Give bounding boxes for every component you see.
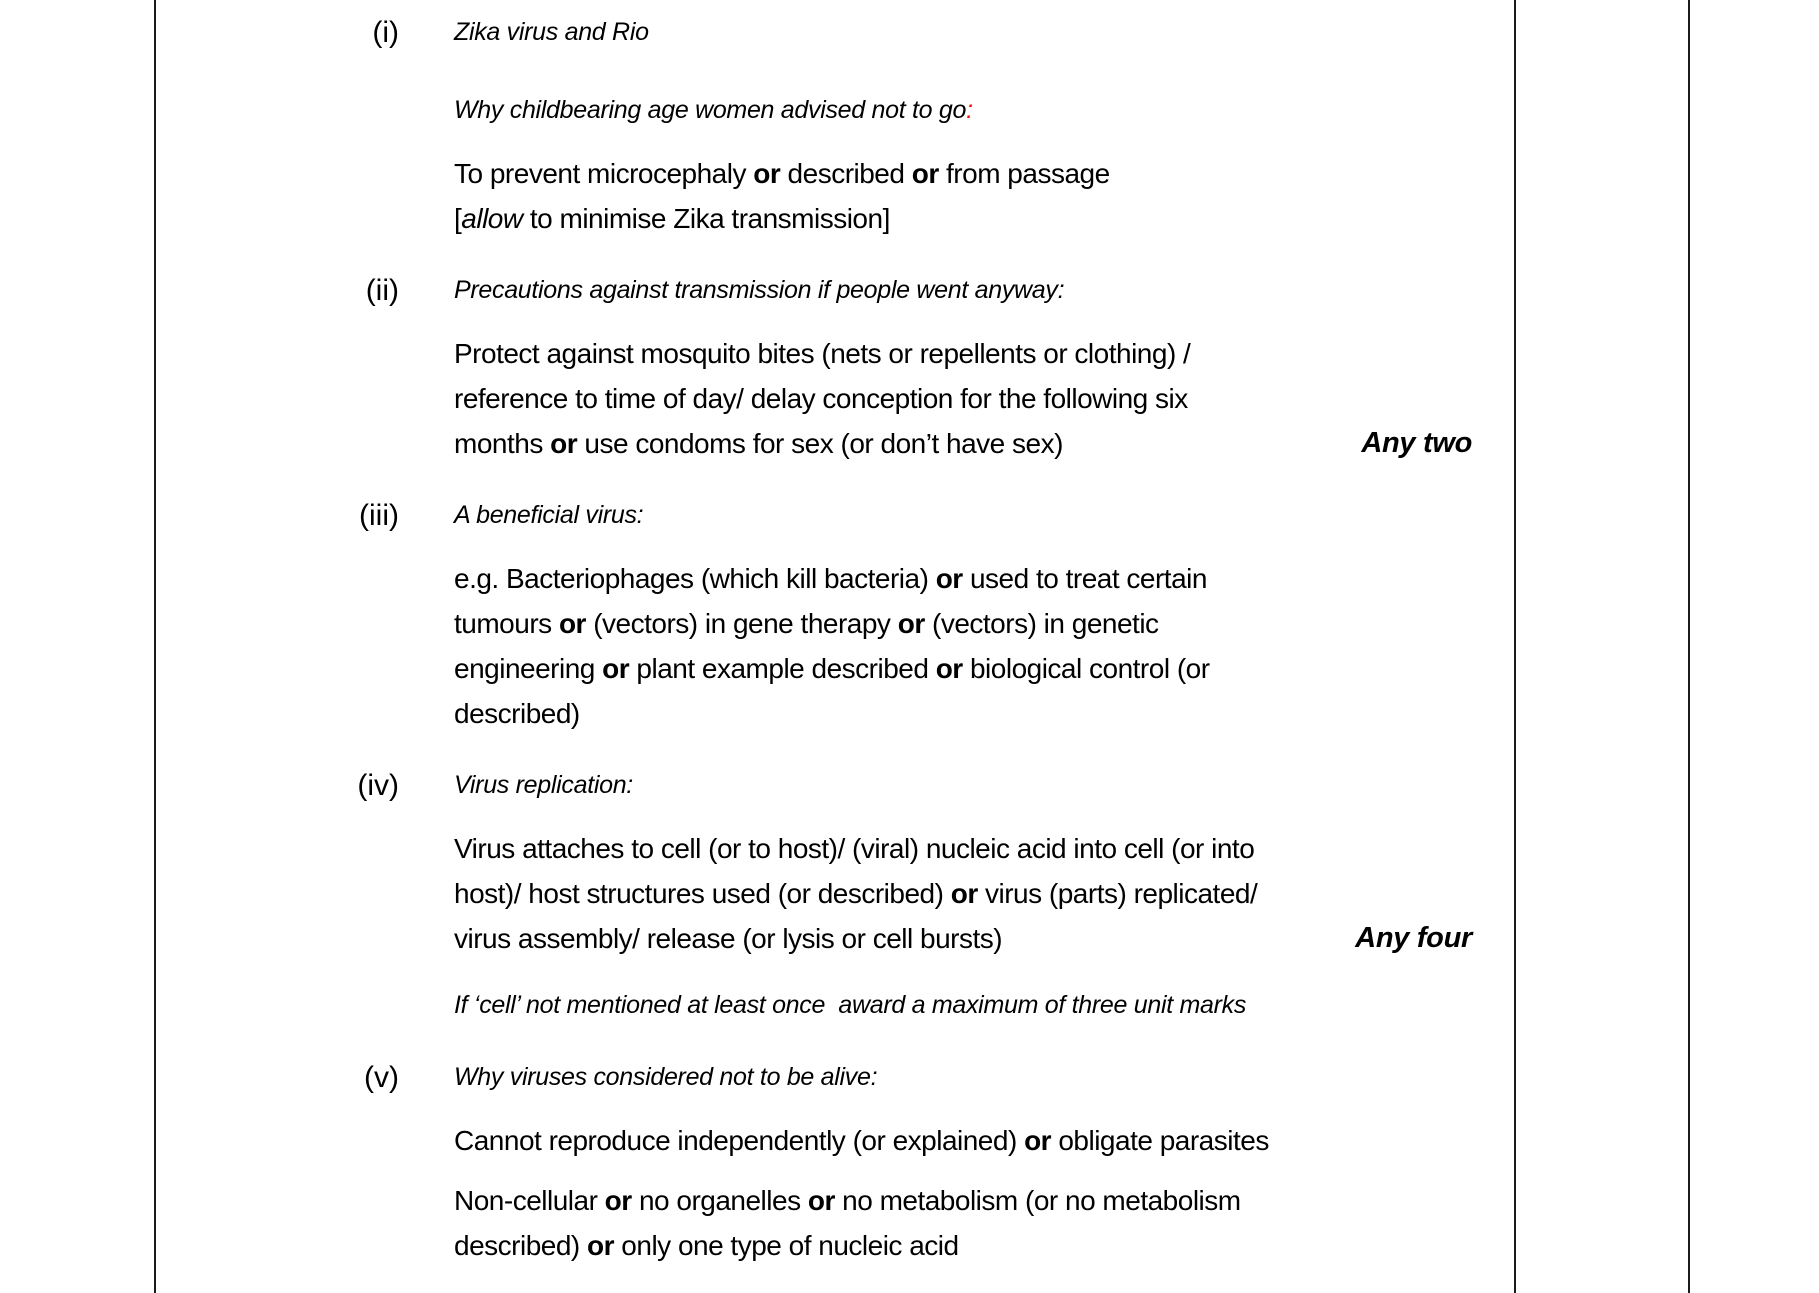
- text-run: Protect against mosquito bites (nets or repellents or clothing) /: [454, 338, 1191, 369]
- section-blocks: [454, 493, 1484, 736]
- text-run: Cannot reproduce independently (or explained): [454, 1125, 1025, 1156]
- question-part-numeral: (ii): [365, 274, 399, 307]
- text-line: [454, 421, 1484, 466]
- section-blocks: [454, 10, 1484, 241]
- text-line: [454, 646, 1484, 691]
- section-heading: [454, 268, 1484, 313]
- answer-section-iv: [154, 763, 1514, 1028]
- answer-section-iii: [154, 493, 1514, 736]
- section-heading: [454, 88, 1484, 133]
- text-run: Precautions against transmission if people went anyway:: [454, 276, 1065, 304]
- text-line: [454, 601, 1484, 646]
- text-line: [454, 1118, 1484, 1163]
- text-run: only one type of nucleic acid: [614, 1230, 959, 1261]
- answer-section-ii: [154, 268, 1514, 466]
- text-line: [454, 151, 1484, 196]
- text-line: [454, 1223, 1484, 1268]
- text-line: [454, 916, 1484, 961]
- text-run: A beneficial virus:: [454, 501, 644, 529]
- answer-paragraph: [454, 331, 1484, 466]
- text-run: or: [602, 653, 630, 684]
- text-run: months: [454, 428, 551, 459]
- marks-column-border-right: [1688, 0, 1690, 1293]
- text-run: engineering: [454, 653, 603, 684]
- text-run: or: [935, 653, 963, 684]
- text-run: described): [454, 1230, 588, 1261]
- section-blocks: [454, 763, 1484, 1028]
- section-blocks: [454, 1055, 1484, 1268]
- text-run: Virus attaches to cell (or to host)/ (viral) nucleic acid into cell (or into: [454, 833, 1255, 864]
- text-run: virus (parts) replicated/: [977, 878, 1258, 909]
- text-run: use condoms for sex (or don’t have sex): [577, 428, 1063, 459]
- text-run: plant example described: [629, 653, 936, 684]
- answer-paragraph: [454, 1118, 1484, 1163]
- answers-column: [154, 10, 1514, 1268]
- text-run: e.g. Bacteriophages (which kill bacteria): [454, 563, 936, 594]
- text-run: used to treat certain: [962, 563, 1207, 594]
- answer-paragraph: [454, 826, 1484, 961]
- text-run: or: [897, 608, 925, 639]
- section-heading: [454, 10, 1484, 55]
- marks-column-border-left: [1514, 0, 1516, 1293]
- text-line: [454, 493, 1484, 538]
- text-line: [454, 331, 1484, 376]
- text-run: or: [935, 563, 963, 594]
- answer-section-i: [154, 10, 1514, 241]
- text-run: Zika virus and Rio: [454, 18, 649, 46]
- question-part-numeral: (iii): [359, 499, 399, 532]
- text-run: (vectors) in genetic: [924, 608, 1159, 639]
- text-run: host)/ host structures used (or described): [454, 878, 951, 909]
- text-line: [454, 376, 1484, 421]
- text-run: described: [780, 158, 912, 189]
- text-run: (vectors) in gene therapy: [585, 608, 898, 639]
- text-run: allow: [461, 203, 523, 234]
- text-run: or: [753, 158, 781, 189]
- text-run: described): [454, 698, 580, 729]
- text-line: [454, 983, 1484, 1028]
- text-run: [: [454, 203, 462, 234]
- question-part-numeral: (i): [372, 16, 399, 49]
- text-run: If ‘cell’ not mentioned at least once award a maximum of three unit marks: [454, 991, 1247, 1019]
- text-line: [454, 826, 1484, 871]
- text-run: reference to time of day/ delay conception for the following six: [454, 383, 1188, 414]
- question-part-numeral: (v): [364, 1061, 399, 1094]
- text-line: [454, 871, 1484, 916]
- section-heading: [454, 1055, 1484, 1100]
- answer-section-v: [154, 1055, 1514, 1268]
- text-line: [454, 196, 1484, 241]
- text-line: [454, 691, 1484, 736]
- text-run: to minimise Zika transmission]: [522, 203, 890, 234]
- text-run: or: [950, 878, 978, 909]
- text-run: :: [966, 96, 973, 124]
- section-heading: [454, 493, 1484, 538]
- text-line: [454, 1055, 1484, 1100]
- text-line: [454, 88, 1484, 133]
- text-run: or: [558, 608, 586, 639]
- text-run: virus assembly/ release (or lysis or cell bursts): [454, 923, 1003, 954]
- text-run: or: [587, 1230, 615, 1261]
- text-run: or: [807, 1185, 835, 1216]
- text-line: [454, 268, 1484, 313]
- text-line: [454, 1178, 1484, 1223]
- text-run: Why viruses considered not to be alive:: [454, 1063, 878, 1091]
- text-run: Non-cellular: [454, 1185, 605, 1216]
- answer-paragraph: [454, 151, 1484, 241]
- question-part-numeral: (iv): [357, 769, 399, 802]
- text-run: Virus replication:: [454, 771, 633, 799]
- section-heading: [454, 763, 1484, 808]
- text-run: biological control (or: [962, 653, 1210, 684]
- text-run: or: [604, 1185, 632, 1216]
- answer-paragraph: [454, 556, 1484, 736]
- text-run: obligate parasites: [1051, 1125, 1269, 1156]
- text-line: [454, 10, 1484, 55]
- answer-paragraph: [454, 1178, 1484, 1268]
- text-run: no organelles: [631, 1185, 808, 1216]
- text-run: from passage: [938, 158, 1110, 189]
- marks-allocation-tag: Any two: [1361, 427, 1472, 459]
- marks-allocation-tag: Any four: [1355, 922, 1472, 954]
- text-run: or: [550, 428, 578, 459]
- text-run: To prevent microcephaly: [454, 158, 754, 189]
- text-run: or: [1024, 1125, 1052, 1156]
- text-run: no metabolism (or no metabolism: [834, 1185, 1241, 1216]
- text-line: [454, 763, 1484, 808]
- section-blocks: [454, 268, 1484, 466]
- marking-note: [454, 983, 1484, 1028]
- text-line: [454, 556, 1484, 601]
- text-run: or: [911, 158, 939, 189]
- text-run: Why childbearing age women advised not to go: [454, 96, 967, 124]
- text-run: tumours: [454, 608, 559, 639]
